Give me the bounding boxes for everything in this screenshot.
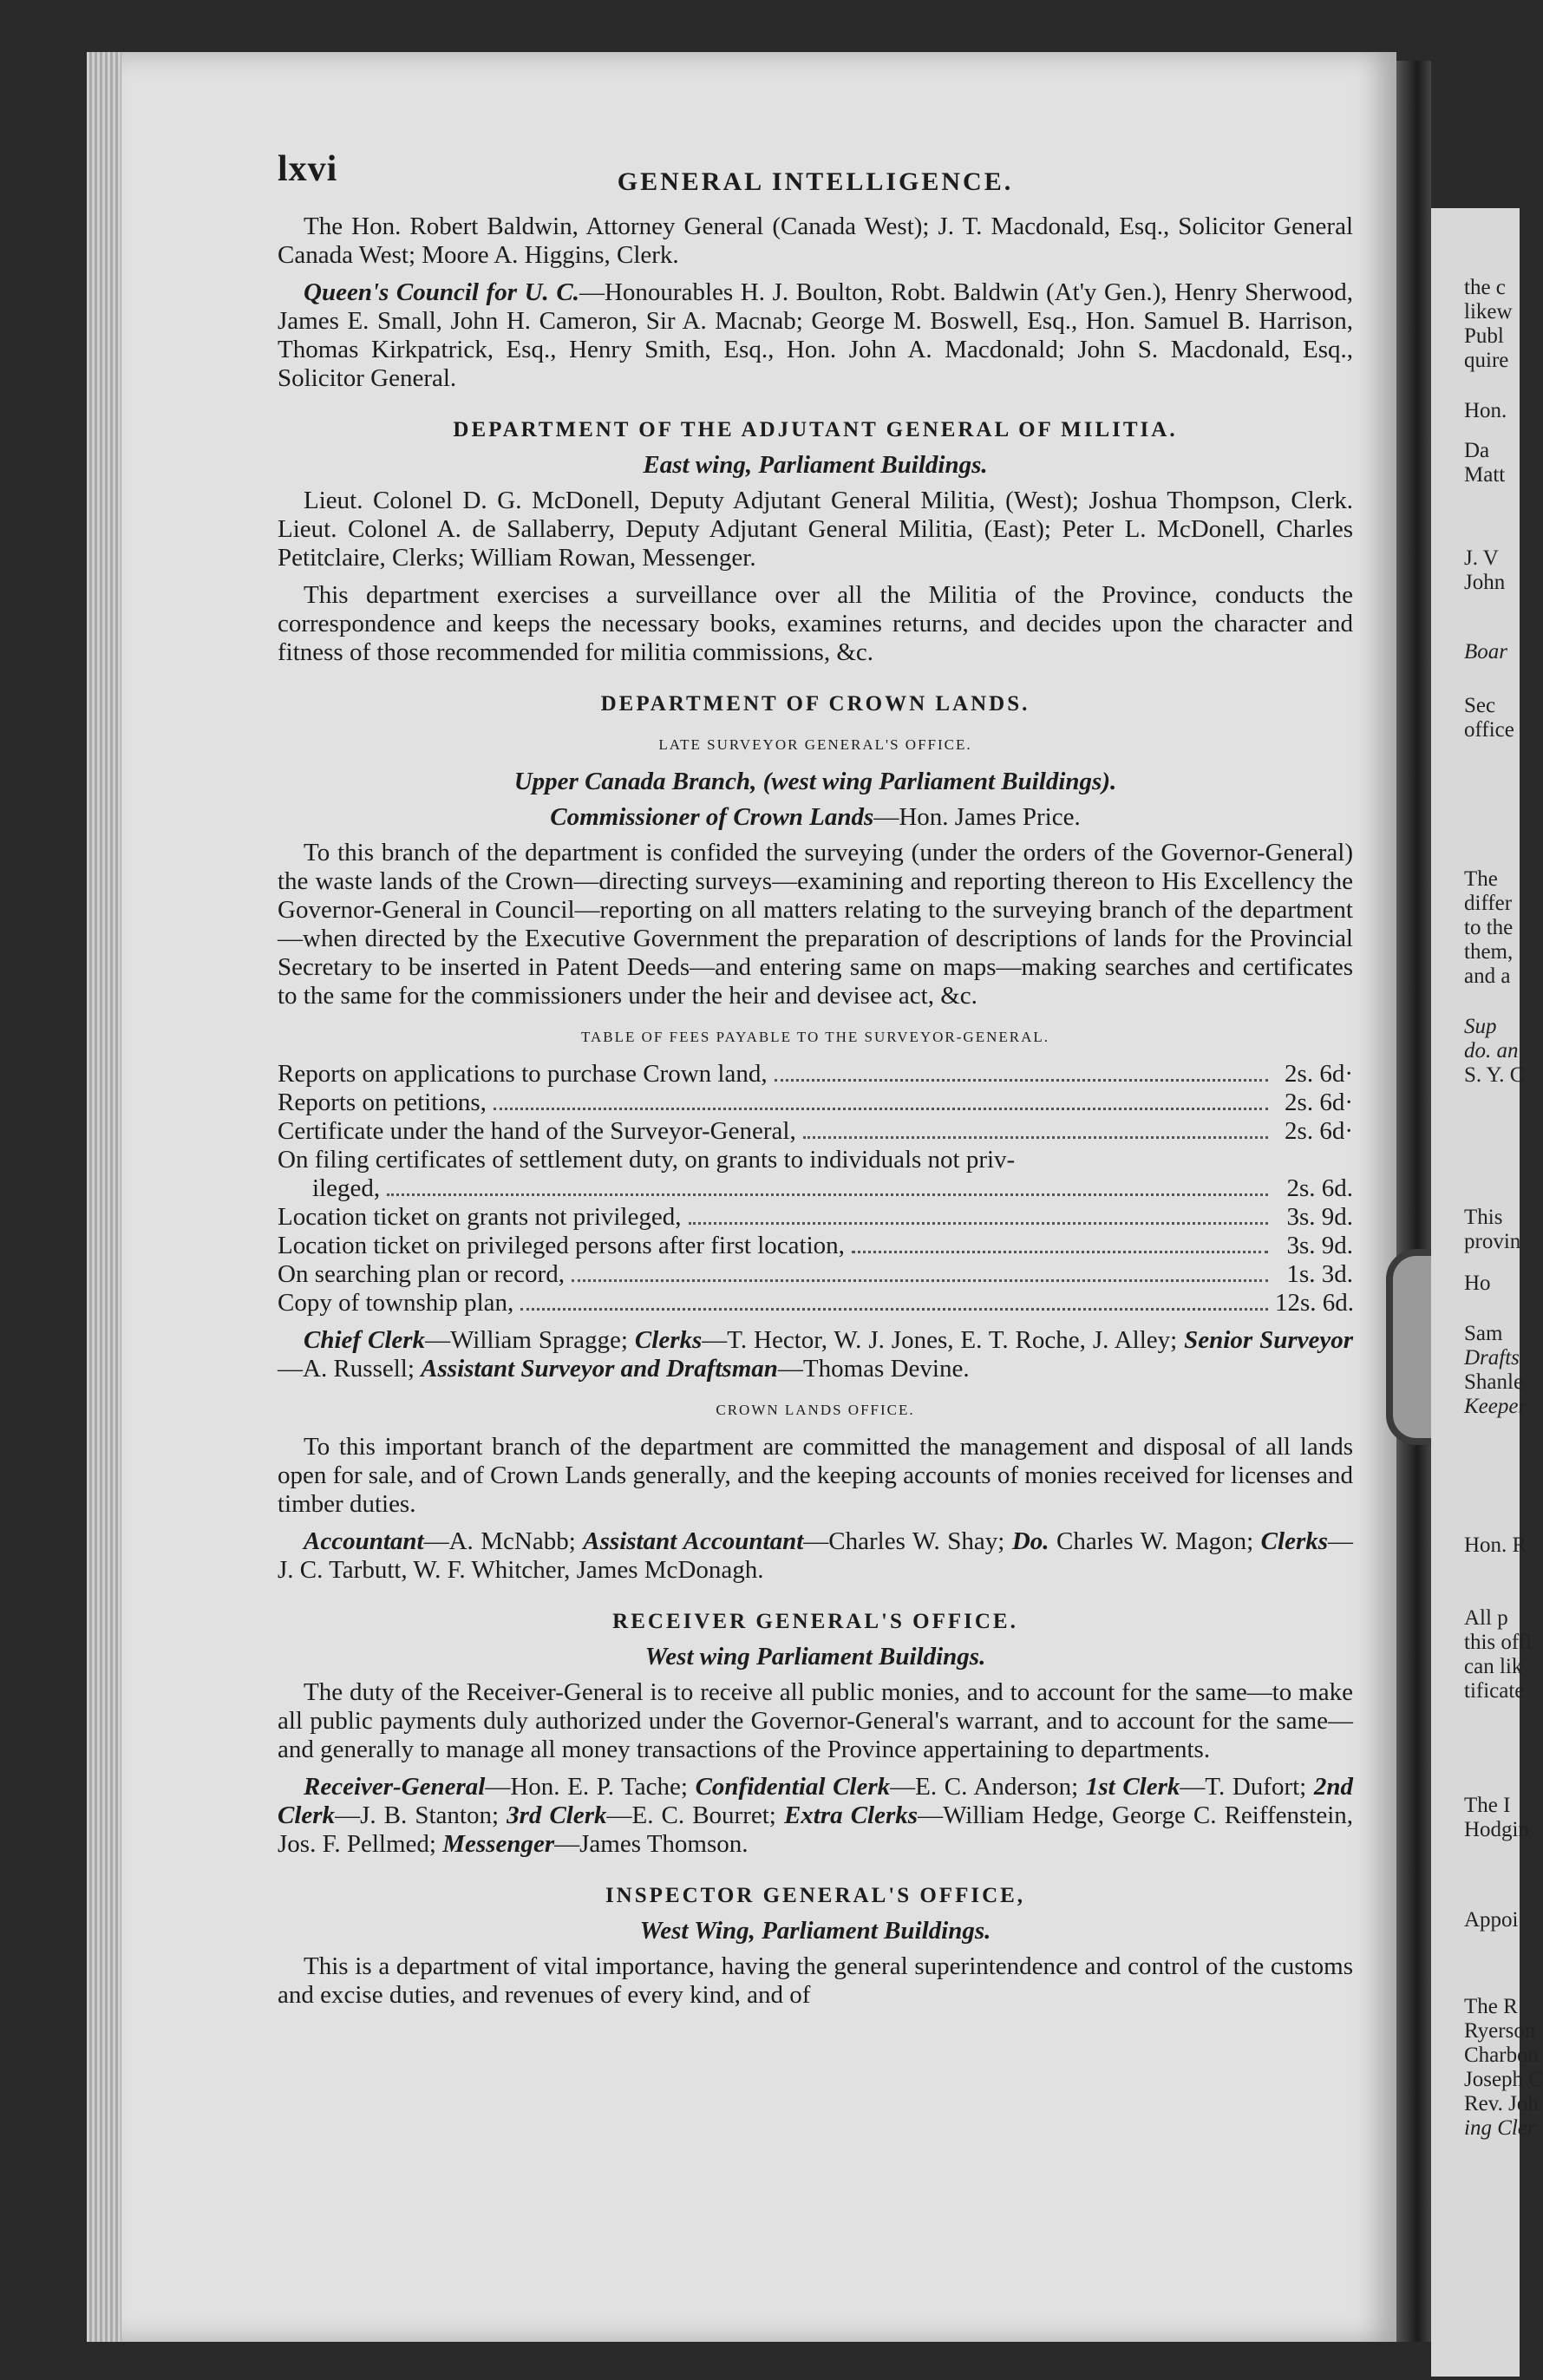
leader-dots: [494, 1108, 1268, 1110]
facing-page-fragment: The R: [1464, 1995, 1518, 2018]
facing-page-fragment: Sec: [1464, 694, 1496, 717]
facing-page-fragment: Ryerson: [1464, 2019, 1536, 2043]
militia-paragraph-1: Lieut. Colonel D. G. McDonell, Deputy Adjutant General Militia, (West); Joshua Thompson, Clerk. Lieut. Colonel A. de Sallaberry, Deputy Adjutant General Militia, (East); Peter L. McDonell, Charles Petitclaire, Clerks; William Rowan, Messenger.: [278, 487, 1353, 572]
facing-page-fragment: Matt: [1464, 463, 1506, 487]
page-number: lxvi: [278, 149, 338, 189]
facing-page-fragment: Ho: [1464, 1272, 1491, 1295]
leader-dots: [572, 1279, 1268, 1282]
facing-page-fragment: Boar: [1464, 640, 1507, 664]
fee-item-line-2: ileged,: [312, 1174, 381, 1202]
leader-dots: [803, 1136, 1268, 1139]
facing-page-fragment: Keeper: [1464, 1395, 1527, 1418]
facing-page-fragment: them,: [1464, 940, 1514, 964]
fee-row: [278, 1174, 1353, 1203]
fee-item: On searching plan or record,: [278, 1260, 565, 1288]
fee-row: [278, 1203, 1353, 1232]
text: —Hon. James Price.: [873, 803, 1081, 831]
militia-paragraph-2: This department exercises a surveillance over all the Militia of the Province, conducts the correspondence and keeps the necessary books, examines returns, and decides upon the character and fitness of those recommended for militia commissions, &c.: [278, 581, 1353, 666]
text: —Hon. E. P. Tache;: [485, 1773, 688, 1801]
facing-page-fragment: S. Y. C: [1464, 1063, 1525, 1087]
text: —E. C. Bourret;: [606, 1801, 776, 1829]
label: 1st Clerk: [1085, 1773, 1180, 1801]
fees-table: [278, 1060, 1353, 1318]
fee-item: Location ticket on privileged persons after first location,: [278, 1232, 845, 1259]
fee-amount: 2s. 6d·: [1285, 1117, 1353, 1145]
facing-page-fragment: Appoi: [1464, 1908, 1519, 1932]
militia-location: East wing, Parliament Buildings.: [643, 451, 988, 479]
facing-page-fragment: J. V: [1464, 546, 1499, 570]
fee-item: Reports on petitions,: [278, 1089, 487, 1116]
facing-page-fragment: likew: [1464, 300, 1513, 324]
inspector-location: West Wing, Parliament Buildings.: [639, 1917, 991, 1945]
fee-amount: 2s. 6d·: [1285, 1060, 1353, 1088]
text: —J. B. Stanton;: [335, 1801, 500, 1829]
crown-lands-office-heading: CROWN LANDS OFFICE.: [716, 1402, 915, 1418]
label: Assistant Accountant: [583, 1527, 804, 1555]
text: Charles W. Magon;: [1049, 1527, 1254, 1555]
label: Queen's Council for U. C.: [304, 278, 579, 306]
intro-paragraph-2: [278, 278, 1353, 393]
text: —T. Dufort;: [1180, 1773, 1307, 1801]
fee-row: [278, 1289, 1353, 1318]
text: —James Thomson.: [554, 1830, 749, 1858]
leader-dots: [689, 1222, 1269, 1225]
label: Confidential Clerk: [695, 1773, 891, 1801]
facing-page-fragment: Publ: [1464, 324, 1504, 348]
receiver-heading: RECEIVER GENERAL'S OFFICE.: [612, 1610, 1018, 1633]
fee-item: Reports on applications to purchase Crown land,: [278, 1060, 768, 1088]
fee-amount: 1s. 3d.: [1286, 1260, 1353, 1288]
crown-lands-paragraph: To this branch of the department is confided the surveying (under the orders of the Governor-General) the waste lands of the Crown—directing surveys—examining and reporting thereon to His Excellency the Governor-General in Council—reporting on all matters relating to the surveying branch of the department—when directed by the Executive Government the preparation of descriptions of lands for the Provincial Secretary to be inserted in Patent Deeds—and entering same on maps—making searches and certificates to the same for the commissioners under the heir and devisee act, &c.: [278, 839, 1353, 1010]
fees-heading: TABLE OF FEES PAYABLE TO THE SURVEYOR-GENERAL.: [581, 1029, 1049, 1045]
text: —Honourables H. J. Boulton, Robt. Baldwin (At'y Gen.), Henry Sherwood, James E. Small, John H. Cameron, Sir A. Macnab; George M. Boswell, Esq., Hon. Samuel B. Harrison, Thomas Kirkpatrick, Esq., Henry Smith, Esq., Hon. John A. Macdonald; John S. Macdonald, Esq., Solicitor General.: [278, 278, 1353, 392]
facing-page-fragment: provin: [1464, 1230, 1521, 1253]
crown-lands-subheading: LATE SURVEYOR GENERAL'S OFFICE.: [658, 736, 972, 753]
facing-page-fragment: Da: [1464, 439, 1490, 462]
fee-row: [278, 1089, 1353, 1117]
leader-dots: [852, 1251, 1268, 1253]
crown-lands-office-paragraph: To this important branch of the department are committed the management and disposal of all lands open for sale, and of Crown Lands generally, and the keeping accounts of monies received for licenses and timber duties.: [278, 1433, 1353, 1518]
label: Extra Clerks: [783, 1801, 919, 1829]
inspector-heading: INSPECTOR GENERAL'S OFFICE,: [605, 1884, 1026, 1907]
facing-page-fragment: do. an: [1464, 1039, 1519, 1062]
facing-page-fragment: John: [1464, 571, 1506, 594]
page-content: [278, 149, 1355, 2018]
fee-item: Location ticket on grants not privileged,: [278, 1203, 682, 1231]
label: Chief Clerk: [304, 1326, 426, 1354]
intro-paragraph-1: The Hon. Robert Baldwin, Attorney General (Canada West); J. T. Macdonald, Esq., Solicitor General Canada West; Moore A. Higgins, Clerk.: [278, 212, 1353, 269]
facing-page-fragment: office: [1464, 718, 1514, 742]
label: Clerks: [634, 1326, 703, 1354]
page-header: [278, 149, 1353, 212]
facing-page: [1431, 208, 1543, 2377]
facing-page-fragment: to the: [1464, 916, 1514, 939]
fee-row: [278, 1232, 1353, 1260]
text: —William Hedge, George C. Reiffenstein, Jos. F. Pellmed;: [278, 1801, 1354, 1858]
label: 3rd Clerk: [507, 1801, 607, 1829]
text: —William Spragge;: [425, 1326, 628, 1354]
text: —J. C. Tarbutt, W. F. Whitcher, James McDonagh.: [278, 1527, 1354, 1584]
fee-item: Certificate under the hand of the Surveyor-General,: [278, 1117, 796, 1145]
label: Receiver-General: [304, 1773, 486, 1801]
facing-page-fragment: Sam: [1464, 1322, 1503, 1345]
facing-page-fragment: Rev. Joh: [1464, 2092, 1539, 2115]
facing-page-fragment: The I: [1464, 1794, 1511, 1817]
label: Senior Surveyor: [1184, 1326, 1354, 1354]
facing-page-fragment: Sup: [1464, 1015, 1497, 1038]
page-edge: [87, 52, 121, 2342]
facing-page-fragment: the c: [1464, 276, 1506, 299]
militia-heading: DEPARTMENT OF THE ADJUTANT GENERAL OF MILITIA.: [453, 418, 1178, 441]
facing-page-fragment: Hon. R: [1464, 1533, 1527, 1557]
label: Clerks: [1260, 1527, 1329, 1555]
facing-page-fragment: this offi: [1464, 1631, 1533, 1654]
crown-lands-branch: Upper Canada Branch, (west wing Parliament Buildings).: [513, 768, 1117, 795]
facing-page-fragment: can lik: [1464, 1655, 1523, 1678]
commissioner-line: [278, 803, 1353, 832]
fee-row: [278, 1060, 1353, 1089]
facing-page-fragment: Joseph C: [1464, 2068, 1543, 2091]
facing-page-fragment: Hon.: [1464, 399, 1507, 422]
crown-lands-staff: [278, 1326, 1353, 1383]
label: Accountant: [304, 1527, 424, 1555]
text: —Charles W. Shay;: [803, 1527, 1005, 1555]
facing-page-fragment: Drafts: [1464, 1346, 1520, 1370]
label: Messenger: [442, 1830, 555, 1858]
fee-item: Copy of township plan,: [278, 1289, 514, 1317]
receiver-location: West wing Parliament Buildings.: [644, 1643, 986, 1671]
fee-item-line-1: On filing certificates of settlement duty, on grants to individuals not priv-: [278, 1146, 1016, 1174]
text: —Thomas Devine.: [777, 1355, 970, 1383]
facing-page-fragment: All p: [1464, 1606, 1508, 1630]
text: —A. McNabb;: [423, 1527, 576, 1555]
fee-row: [278, 1260, 1353, 1289]
facing-page-fragment: ing Cler: [1464, 2116, 1536, 2140]
crown-lands-office-staff: [278, 1527, 1353, 1585]
label: 2nd Clerk: [278, 1773, 1353, 1829]
inspector-paragraph: This is a department of vital importance, having the general superintendence and control of the customs and excise duties, and revenues of every kind, and of: [278, 1952, 1353, 2009]
facing-page-fragment: Shanle: [1464, 1370, 1524, 1394]
fee-amount: 3s. 9d.: [1286, 1203, 1353, 1231]
leader-dots: [520, 1308, 1268, 1311]
facing-page-fragment: tificate: [1464, 1679, 1525, 1703]
fee-amount: 2s. 6d·: [1285, 1089, 1353, 1116]
label: Commissioner of Crown Lands: [550, 803, 874, 831]
facing-page-fragment: and a: [1464, 964, 1511, 988]
text: —T. Hector, W. J. Jones, E. T. Roche, J. Alley;: [702, 1326, 1178, 1354]
label: Do.: [1011, 1527, 1049, 1555]
label: Assistant Surveyor and Draftsman: [421, 1355, 778, 1383]
facing-page-fragment: differ: [1464, 892, 1513, 915]
facing-page-fragment: Hodgin: [1464, 1818, 1529, 1841]
fee-row: [278, 1117, 1353, 1146]
fee-amount: 3s. 9d.: [1286, 1232, 1353, 1259]
facing-page-fragment: This: [1464, 1206, 1503, 1229]
leader-dots: [775, 1079, 1268, 1082]
running-title: GENERAL INTELLIGENCE.: [617, 167, 1014, 196]
text: —A. Russell;: [278, 1355, 415, 1383]
receiver-paragraph: The duty of the Receiver-General is to receive all public monies, and to account for the same—to make all public payments duly authorized under the Governor-General's warrant, and to account for the same—and generally to manage all money transactions of the Province appertaining to departments.: [278, 1678, 1353, 1763]
fee-amount: 2s. 6d.: [1286, 1174, 1353, 1202]
fee-amount: 12s. 6d.: [1275, 1289, 1355, 1317]
leader-dots: [387, 1193, 1268, 1196]
crown-lands-heading: DEPARTMENT OF CROWN LANDS.: [600, 692, 1030, 716]
book-gutter: [1396, 61, 1431, 2342]
text: —E. C. Anderson;: [890, 1773, 1079, 1801]
facing-page-fragment: Charbon: [1464, 2043, 1540, 2067]
facing-page-fragment: The: [1464, 867, 1498, 891]
receiver-staff: [278, 1773, 1353, 1859]
facing-page-fragment: quire: [1464, 349, 1509, 372]
fee-row: [278, 1146, 1353, 1174]
